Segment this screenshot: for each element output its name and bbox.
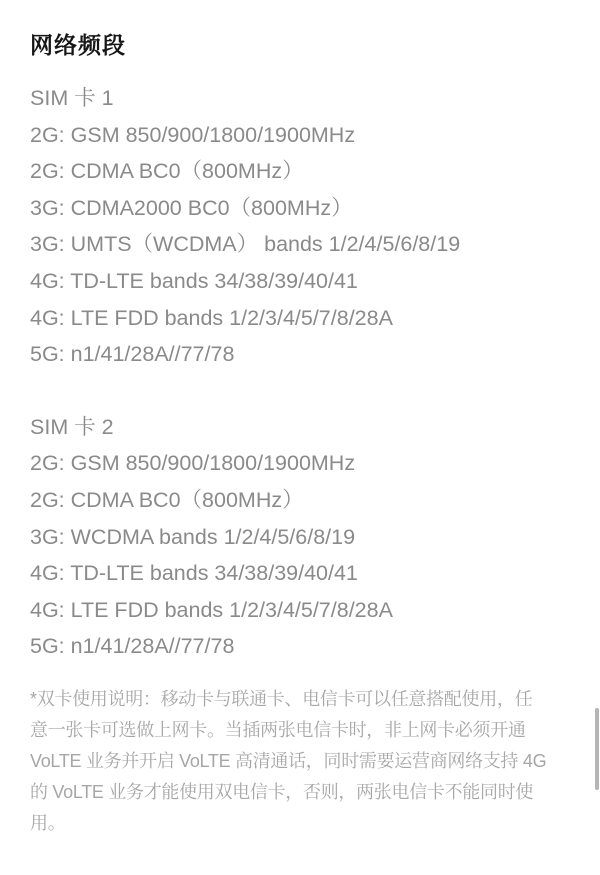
sim1-band-3g-cdma2000: 3G: CDMA2000 BC0（800MHz） bbox=[30, 195, 353, 220]
sim2-band-4g-ltefdd: 4G: LTE FDD bands 1/2/3/4/5/7/8/28A bbox=[30, 597, 393, 622]
footnote-line: 意一张卡可选做上网卡。当插两张电信卡时，非上网卡必须开通 bbox=[30, 719, 526, 740]
sim1-band-2g-gsm: 2G: GSM 850/900/1800/1900MHz bbox=[30, 122, 356, 147]
footnote-line: *双卡使用说明：移动卡与联通卡、电信卡可以任意搭配使用，任 bbox=[30, 688, 533, 709]
sim1-section bbox=[30, 80, 570, 373]
sim2-band-2g-cdma: 2G: CDMA BC0（800MHz） bbox=[30, 487, 304, 512]
footnote-line: 用。 bbox=[30, 812, 66, 833]
dual-sim-usage-footnote bbox=[30, 684, 570, 839]
scrollbar-thumb[interactable] bbox=[595, 708, 599, 790]
sim2-section bbox=[30, 409, 570, 665]
sim2-band-2g-gsm: 2G: GSM 850/900/1800/1900MHz bbox=[30, 451, 356, 476]
footnote-line: 的 VoLTE 业务才能使用双电信卡，否则，两张电信卡不能同时使 bbox=[30, 781, 534, 802]
sim2-title: SIM 卡 2 bbox=[30, 414, 114, 439]
sim1-band-2g-cdma: 2G: CDMA BC0（800MHz） bbox=[30, 159, 304, 184]
sim2-band-3g-wcdma: 3G: WCDMA bands 1/2/4/5/6/8/19 bbox=[30, 524, 356, 549]
sim1-title: SIM 卡 1 bbox=[30, 86, 114, 110]
sim1-band-3g-umts: 3G: UMTS（WCDMA） bands 1/2/4/5/6/8/19 bbox=[30, 232, 461, 257]
page-title: 网络频段 bbox=[30, 32, 126, 58]
sim1-band-4g-tdlte: 4G: TD-LTE bands 34/38/39/40/41 bbox=[30, 268, 358, 293]
sim2-band-4g-tdlte: 4G: TD-LTE bands 34/38/39/40/41 bbox=[30, 561, 358, 586]
sim2-band-5g: 5G: n1/41/28A//77/78 bbox=[30, 634, 235, 659]
sim1-band-4g-ltefdd: 4G: LTE FDD bands 1/2/3/4/5/7/8/28A bbox=[30, 305, 393, 330]
sim1-band-5g: 5G: n1/41/28A//77/78 bbox=[30, 342, 235, 367]
footnote-line: VoLTE 业务并开启 VoLTE 高清通话，同时需要运营商网络支持 4G bbox=[30, 750, 547, 771]
